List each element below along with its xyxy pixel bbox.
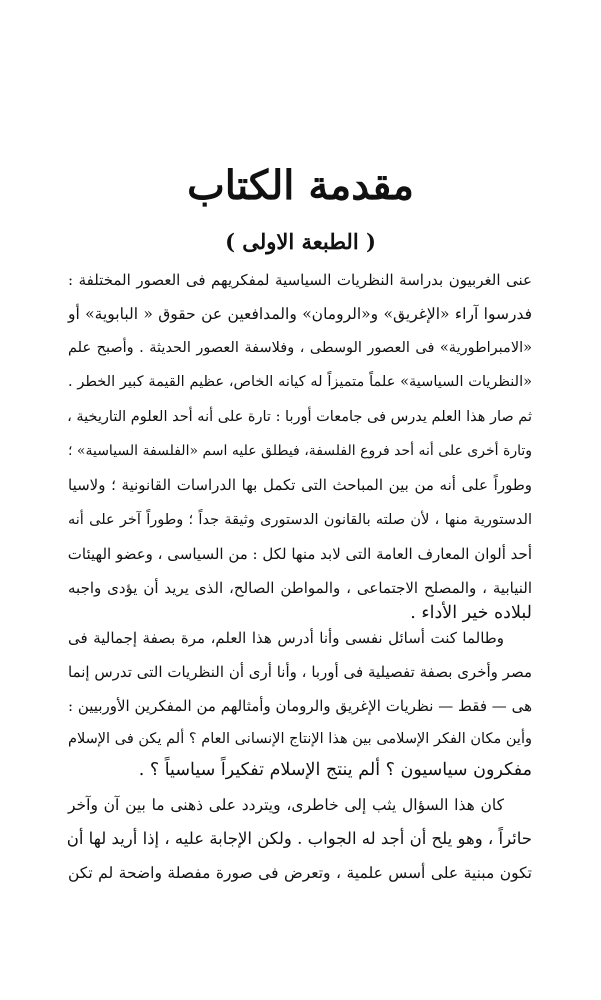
text-line: حائراً ، وهو يلح أن أجد له الجواب . ولكن الإجابة عليه ، إذا أريد لها أن xyxy=(66,829,532,848)
text-line: كان هذا السؤال يثب إلى خاطرى، ويتردد على ذهنى ما بين آن وآخر xyxy=(68,796,504,814)
text-line: «الامبراطورية» فى العصور الوسطى ، وفلاسفة العصور الحديثة . وأصبح علم xyxy=(68,340,532,356)
text-line: هى — فقط — نظريات الإغريق والرومان وأمثالهم من المفكرين الأوربيين : xyxy=(68,697,532,715)
page-title: مقدمة الكتاب xyxy=(187,162,414,209)
text-line: وطوراً على أنه من بين المباحث التى تكمل بها الدراسات القانونية ؛ ولاسيا xyxy=(68,476,532,494)
text-line: مصر وأخرى بصفة تفصيلية فى أوربا ، وأنا أرى أن النظريات التى تدرس إنما xyxy=(68,663,532,681)
text-line: الدستورية منها ، لأن صلته بالقانون الدستورى وثيقة جداً ؛ وطوراً آخر على أنه xyxy=(68,512,532,528)
text-line: وطالما كنت أسائل نفسى وأنا أدرس هذا العلم، مرة بصفة إجمالية فى xyxy=(68,629,504,647)
text-line: وأين مكان الفكر الإسلامى بين هذا الإنتاج الإنسانى العام ؟ ألم يكن فى الإسلام xyxy=(68,731,532,747)
text-line: أحد ألوان المعارف العامة التى لابد منها لكل : من السياسى ، وعضو الهيئات xyxy=(67,545,532,563)
text-line: «النظريات السياسية» علماً متميزاً له كيانه الخاص، عظيم القيمة كبير الخطر . xyxy=(68,374,532,390)
text-line: لبلاده خير الأداء . xyxy=(410,603,532,623)
text-line: ثم صار هذا العلم يدرس فى جامعات أوربا : تارة على أنه أحد العلوم التاريخية ، xyxy=(67,409,532,425)
text-line: النيابية ، والمصلح الاجتماعى ، والمواطن الصالح، الذى يريد أن يؤدى واجبه xyxy=(68,579,532,597)
text-line: مفكرون سياسيون ؟ ألم ينتج الإسلام تفكيراً سياسياً ؟ . xyxy=(138,760,532,780)
text-line: تكون مبنية على أسس علمية ، وتعرض فى صورة مفصلة واضحة لم تكن xyxy=(68,864,532,882)
edition-subtitle: ( الطبعة الاولى ) xyxy=(225,229,376,254)
text-line: فدرسوا آراء «الإغريق» و«الرومان» والمدافعين عن حقوق « البابوية» أو xyxy=(68,305,532,323)
text-line: وتارة أخرى على أنه أحد فروع الفلسفة، فيطلق عليه اسم «الفلسفة السياسية» ؛ xyxy=(68,443,532,459)
text-line: عنى الغربيون بدراسة النظريات السياسية لمفكريهم فى العصور المختلفة : xyxy=(68,271,532,289)
